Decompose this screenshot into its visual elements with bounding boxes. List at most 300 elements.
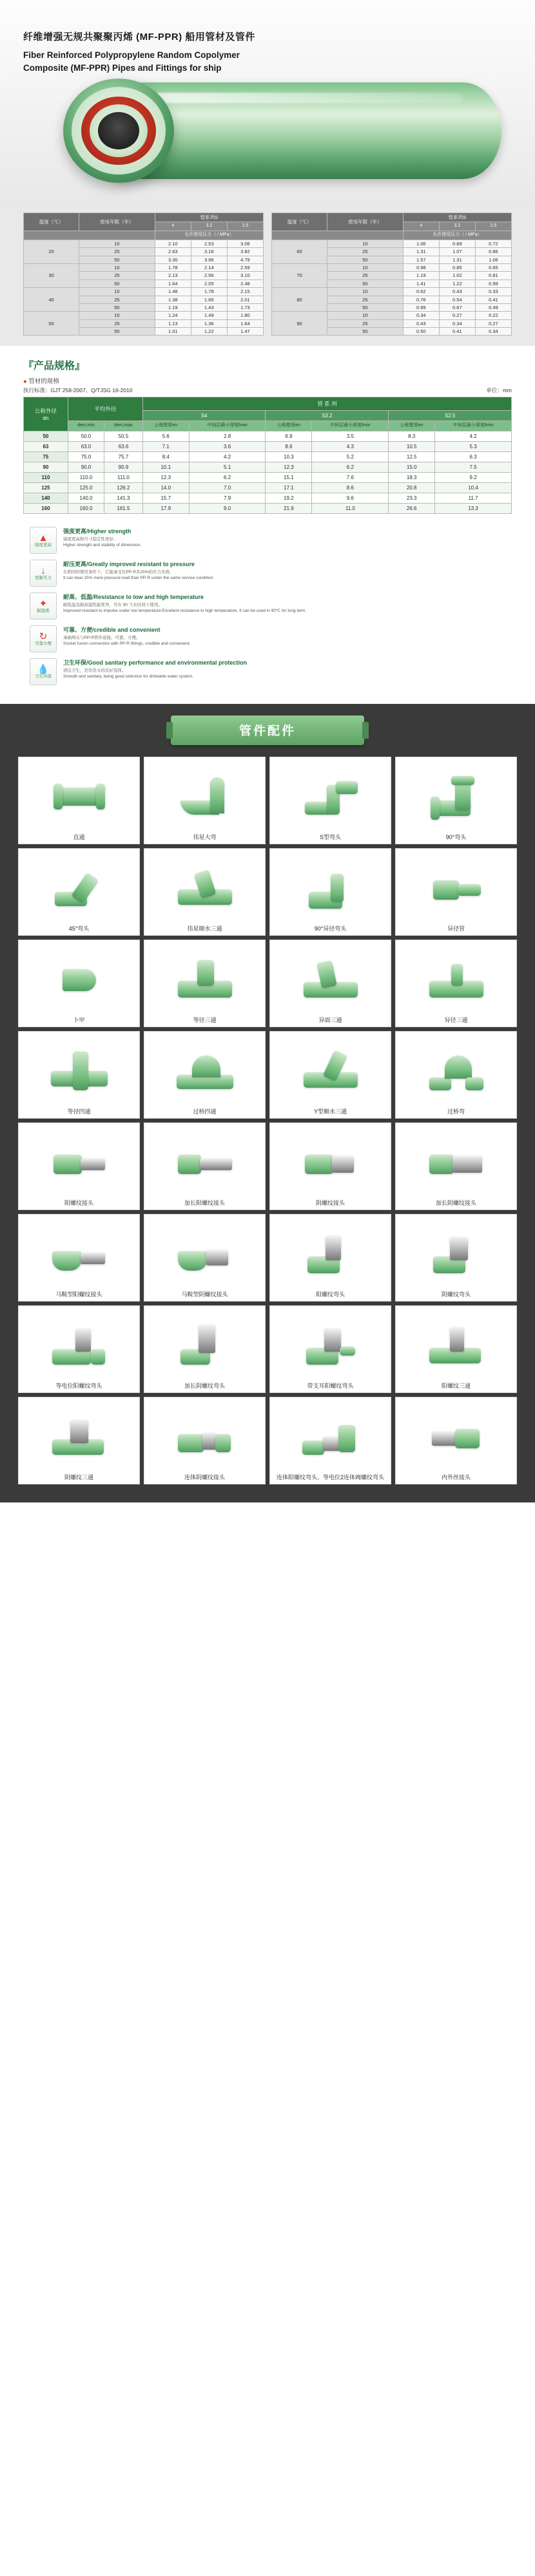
feature-item-1 [30,560,505,587]
fitting-shape-s-bend [300,772,362,820]
fitting-image [273,1037,388,1104]
fitting-label: 阳螺纹弯头 [315,1291,345,1298]
fitting-cell-4[interactable] [18,848,140,936]
fitting-shape-coupling [48,772,110,820]
fitting-image [21,1311,137,1379]
pressure-years: 25 [79,248,155,256]
spec-cell: 3.6 [189,441,266,451]
fitting-image [273,1403,388,1470]
fitting-label: 阳螺纹接头 [64,1199,93,1206]
fitting-image [21,1128,137,1196]
feature-title: 耐高、低温/Resistance to low and high temperature [63,593,204,600]
fitting-shape-female-elbow [425,1229,487,1277]
fitting-cell-0[interactable] [18,757,140,844]
fitting-label: 加长阴螺纹接头 [435,1199,476,1206]
spec-cell: 8.6 [312,482,389,493]
spec-cell: 90.9 [104,462,143,472]
pressure-years: 25 [79,296,155,303]
fitting-image [273,854,388,922]
feature-text-en: Higher strength and stability of dimension. [63,543,142,548]
pressure-value: 0.62 [403,288,439,296]
pressure-value: 0.41 [439,328,475,336]
spec-cell: 160 [24,503,68,513]
fitting-shape-tee-reduce [425,955,487,1003]
pressure-value: 1.57 [403,256,439,263]
fitting-cell-10[interactable] [269,940,391,1027]
specification-section [0,346,535,520]
spec-cell: 141.3 [104,493,143,503]
spec-cell: 12.3 [142,472,189,482]
fitting-cell-25[interactable] [144,1305,266,1393]
spec-cell: 9.2 [435,472,512,482]
spec-cell: 63.0 [68,441,104,451]
fitting-label: 连体阳螺纹弯头、等电位2连体阀螺纹弯头 [276,1473,384,1481]
feature-text-en: Smooth and sanitary, being good selection for drinkable water system. [63,674,193,679]
spec-cell: 17.1 [266,482,312,493]
ph-col-2: 2.5 [227,222,263,231]
ph-group: 管系列S [403,213,511,222]
spec-cell: 50.0 [68,431,104,441]
spec-cell: 160.0 [68,503,104,513]
fittings-grid [18,757,517,1484]
fitting-cell-26[interactable] [269,1305,391,1393]
spec-h-dmax: dem,max [104,421,143,431]
feature-text-en: Improved resistant to impulse under low temperature;Excellent resistance to high temperature. It can be used in 90℃ for long term. [63,609,307,614]
spec-unit: 单位：mm [486,387,512,394]
spec-cell: 10.1 [142,462,189,472]
spec-cell: 4.2 [189,451,266,462]
spec-cell: 26.6 [389,503,435,513]
pressure-years: 10 [327,240,403,247]
fitting-label: 阴螺纹弯头 [441,1291,471,1298]
spec-cell: 17.9 [142,503,189,513]
pressure-value: 2.48 [227,279,263,287]
fitting-cell-28[interactable] [18,1397,140,1484]
hero-title-english [23,49,255,75]
fitting-cell-3[interactable] [395,757,517,844]
spec-cell: 7.1 [142,441,189,451]
fitting-label: 45°弯头 [68,925,90,932]
feature-text-en: It can bear 25% more pressure load than PP-R under the same service condition. [63,576,215,581]
spec-cell: 75 [24,451,68,462]
table-row [24,493,512,503]
pressure-years: 10 [327,312,403,319]
pressure-years: 25 [327,296,403,303]
pressure-value: 1.38 [155,296,191,303]
spec-cell: 161.5 [104,503,143,513]
spec-h-group: 管 系 列 [142,397,511,411]
feature-text-cn: 在相同的使用条件下，它能承受比PP-R多25%的压力负荷。 [63,569,174,574]
feature-icon-2 [30,592,57,620]
pressure-years: 10 [79,288,155,296]
feature-icon-3 [30,625,57,652]
pressure-value: 0.41 [475,296,511,303]
fitting-shape-in-out-thread [425,1412,487,1460]
spec-subcol-3: 中间层最小厚度fmin [312,421,389,431]
fitting-cell-11[interactable] [395,940,517,1027]
pressure-years: 50 [79,303,155,311]
ph-col-1: 3.2 [439,222,475,231]
pressure-table-right [271,213,512,336]
pressure-value: 0.81 [475,272,511,279]
spec-cell: 4.3 [312,441,389,451]
feature-title: 耐压更高/Greatly improved resistant to pressure [63,560,195,567]
spec-cell: 7.9 [189,493,266,503]
pressure-value: 1.49 [191,312,227,319]
spec-cell: 9.6 [312,493,389,503]
pressure-value: 1.64 [227,319,263,327]
spec-cell: 6.9 [266,431,312,441]
feature-item-4 [30,658,505,685]
fitting-cell-18[interactable] [269,1122,391,1210]
spec-cell: 4.2 [435,431,512,441]
pressure-value: 1.06 [403,240,439,247]
fitting-label: 内外丝接头 [441,1473,471,1481]
spec-series-2: S2.5 [389,411,512,421]
pressure-value: 1.31 [403,248,439,256]
spec-cell: 15.0 [389,462,435,472]
fitting-label: Y型顺水三通 [313,1108,347,1115]
pressure-value: 1.48 [155,288,191,296]
pressure-years: 50 [327,279,403,287]
spec-cell: 6.3 [435,451,512,462]
fitting-cell-5[interactable] [144,848,266,936]
fitting-shape-saddle-female [174,1229,236,1277]
pressure-years: 25 [327,319,403,327]
fitting-image [273,1128,388,1196]
fitting-shape-cross [48,1046,110,1094]
ph-col-0: 4 [155,222,191,231]
spec-cell: 63.6 [104,441,143,451]
spec-cell: 5.2 [312,451,389,462]
pressure-temp: 40 [24,288,79,312]
fitting-label: 卜甲 [73,1016,85,1023]
spec-cell: 140 [24,493,68,503]
spec-cell: 7.5 [435,462,512,472]
spec-cell: 15.1 [266,472,312,482]
fitting-shape-y-tee [300,1046,362,1094]
pressure-value: 2.01 [227,296,263,303]
feature-item-3 [30,625,505,652]
fitting-cell-20[interactable] [18,1214,140,1302]
pressure-value: 3.06 [227,240,263,247]
spec-cell: 23.3 [389,493,435,503]
fitting-cell-23[interactable] [395,1214,517,1302]
pressure-value: 1.22 [191,328,227,336]
pressure-value: 0.34 [475,328,511,336]
pressure-row [24,288,264,296]
pressure-value: 3.10 [227,272,263,279]
pressure-value: 0.27 [475,319,511,327]
spec-cell: 125.0 [68,482,104,493]
feature-icon-label: 强度更高 [35,542,52,547]
table-row [24,472,512,482]
pressure-temp: 80 [272,288,327,312]
spec-cell: 75.0 [68,451,104,462]
pressure-value: 1.01 [155,328,191,336]
spec-cell: 90 [24,462,68,472]
spec-cell: 15.7 [142,493,189,503]
fitting-shape-cross-bridge [174,1046,236,1094]
pressure-row [272,288,512,296]
pressure-value: 0.99 [475,279,511,287]
pressure-value: 0.27 [439,312,475,319]
pressure-value: 1.24 [155,312,191,319]
pressure-value: 1.43 [191,303,227,311]
spec-heading: 『产品规格』 [23,361,86,372]
fitting-label: 连体阴螺纹接头 [184,1473,225,1481]
spec-cell: 18.3 [389,472,435,482]
spec-cell: 110.0 [68,472,104,482]
feature-glyph-icon: ✦ [39,598,48,609]
pressure-value: 0.34 [403,312,439,319]
fitting-shape-elbow90 [425,772,487,820]
pressure-row [24,240,264,247]
pressure-table-left [23,213,264,336]
fitting-image [147,1037,262,1104]
fitting-cell-31[interactable] [395,1397,517,1484]
spec-cell: 12.3 [266,462,312,472]
pressure-value: 0.43 [439,288,475,296]
spec-cell: 8.3 [389,431,435,441]
fitting-image [21,1403,137,1470]
pressure-value: 3.30 [155,256,191,263]
spec-subheading-label: 管材的规格 [28,378,59,386]
pressure-value: 0.85 [439,264,475,272]
fitting-shape-bend-long [174,772,236,820]
fitting-cell-29[interactable] [144,1397,266,1484]
spec-cell: 111.0 [104,472,143,482]
fitting-label: 异面三通 [318,1016,342,1023]
fitting-image [398,1311,514,1379]
fitting-image [398,1128,514,1196]
pressure-value: 1.64 [155,279,191,287]
pressure-value: 3.96 [191,256,227,263]
feature-text-cn: 耐低温及耐高温性能优异，可在 90 ℃长时间下使用。 [63,602,162,607]
spec-h-dmin: dem,min [68,421,104,431]
fitting-shape-male-tee [425,1321,487,1368]
feature-icon-label: 更耐压力 [35,575,52,580]
fitting-cell-21[interactable] [144,1214,266,1302]
pressure-temp: 30 [24,264,79,288]
pressure-value: 0.86 [475,248,511,256]
fitting-shape-elbow45 [48,864,110,911]
fitting-image [21,1220,137,1287]
fitting-image [398,1403,514,1470]
pressure-years: 50 [79,279,155,287]
fitting-image [147,945,262,1013]
fitting-label: 马鞍型阴螺纹接头 [181,1291,228,1298]
spec-cell: 19.2 [266,493,312,503]
pipe-bore [98,112,139,149]
spec-cell: 50.5 [104,431,143,441]
fitting-shape-female-thread [300,1138,362,1186]
feature-text-cn: 承插焊在与PP-R管件连接，可靠、方便。 [63,635,141,640]
pressure-temp: 90 [272,312,327,336]
fitting-shape-male-elbow [300,1229,362,1277]
fitting-cell-24[interactable] [18,1305,140,1393]
fitting-cell-22[interactable] [269,1214,391,1302]
pressure-row [272,312,512,319]
fitting-shape-joined-male-elbow [300,1412,362,1460]
pressure-years: 50 [327,256,403,263]
pressure-value: 1.78 [191,288,227,296]
spec-cell: 75.7 [104,451,143,462]
spec-subcol-0: 公称壁厚en [142,421,189,431]
pressure-temp: 60 [272,240,327,263]
pressure-years: 10 [79,264,155,272]
fitting-label: 加长阳螺纹接头 [184,1199,225,1206]
fitting-cell-16[interactable] [18,1122,140,1210]
pressure-value: 0.49 [475,303,511,311]
fitting-cell-7[interactable] [395,848,517,936]
fitting-image [273,1311,388,1379]
fitting-image [147,1403,262,1470]
fitting-label: 过桥弯 [447,1108,465,1115]
table-row [24,482,512,493]
table-row [24,462,512,472]
spec-subcol-2: 公称壁厚en [266,421,312,431]
ph-col-0: 4 [403,222,439,231]
hero-section [0,0,535,206]
fitting-label: S型弯头 [319,833,341,840]
spec-cell: 14.0 [142,482,189,493]
fitting-cell-27[interactable] [395,1305,517,1393]
fitting-image [21,854,137,922]
fitting-image [273,945,388,1013]
fitting-cell-6[interactable] [269,848,391,936]
spec-cell: 10.4 [435,482,512,493]
pressure-value: 1.02 [439,272,475,279]
pressure-value: 0.33 [475,288,511,296]
spec-cell: 10.3 [266,451,312,462]
fitting-cell-17[interactable] [144,1122,266,1210]
fitting-cell-2[interactable] [269,757,391,844]
pressure-value: 3.82 [227,248,263,256]
fitting-label: 伟星顺水三通 [187,925,222,932]
ph-temp: 温度（℃） [24,213,79,231]
table-row [24,431,512,441]
feature-text-cn: 清洁卫生，是饮用水的良好选择。 [63,668,126,673]
feature-glyph-icon: ↻ [39,630,48,642]
fitting-cell-9[interactable] [144,940,266,1027]
pipe-cross-section [63,79,174,183]
spec-cell: 110 [24,472,68,482]
fitting-label: 伟星大弯 [193,833,217,840]
feature-body-4 [63,658,505,680]
fitting-image [21,762,137,830]
fitting-shape-saddle-male [48,1229,110,1277]
pressure-value: 2.15 [227,288,263,296]
fitting-label: 90°弯头 [445,833,467,840]
fitting-label: 直通 [73,833,85,840]
fitting-image [273,1220,388,1287]
pressure-value: 1.47 [227,328,263,336]
spec-cell: 8.6 [266,441,312,451]
fitting-cell-30[interactable] [269,1397,391,1484]
fitting-cell-12[interactable] [18,1031,140,1119]
feature-icon-4 [30,658,57,685]
hero-title-english-line1: Fiber Reinforced Polypropylene Random Copolymer [23,50,240,60]
fitting-cell-15[interactable] [395,1031,517,1119]
feature-body-0 [63,527,505,549]
fitting-shape-male-thread [48,1138,110,1186]
fitting-shape-tee [174,955,236,1003]
feature-glyph-icon: 💧 [37,663,50,675]
fitting-label: 异径三通 [444,1016,468,1023]
fitting-shape-reducer [425,864,487,911]
pressure-row [272,240,512,247]
feature-icon-label: 卫生环保 [35,674,52,679]
pressure-value: 1.41 [403,279,439,287]
feature-icon-0 [30,527,57,554]
feature-title: 可靠、方便/credible and convenient [63,626,160,633]
spec-cell: 6.2 [312,462,389,472]
fitting-shape-tee-offset [300,955,362,1003]
pressure-value: 0.50 [403,328,439,336]
pressure-years: 50 [327,328,403,336]
spec-cell: 126.2 [104,482,143,493]
spec-h-mean: 平均外径 [68,397,142,421]
spec-cell: 63 [24,441,68,451]
pressure-value: 1.78 [155,264,191,272]
fitting-image [147,762,262,830]
spec-series-0: S4 [142,411,266,421]
spec-subheading [23,376,512,385]
fitting-label: 等径四通 [67,1108,91,1115]
fitting-image [21,945,137,1013]
fitting-cell-1[interactable] [144,757,266,844]
fitting-cell-14[interactable] [269,1031,391,1119]
spec-subcol-4: 公称壁厚en [389,421,435,431]
spec-standard: 执行标准：GJT 258-2007、Q/TJSG 16-2010 [23,387,133,394]
pressure-value: 0.34 [439,319,475,327]
table-row [24,451,512,462]
features-section [0,520,535,704]
ph-note: 允许使用压力（ / MPa） [403,231,511,240]
fitting-cell-13[interactable] [144,1031,266,1119]
pressure-value: 0.98 [403,264,439,272]
feature-icon-label: 耐温度 [37,608,50,613]
fitting-image [21,1037,137,1104]
spec-cell: 12.5 [389,451,435,462]
spec-cell: 5.3 [435,441,512,451]
fitting-cell-8[interactable] [18,940,140,1027]
fitting-label: 等径三通 [193,1016,217,1023]
ph-years: 使用年限（年） [79,213,155,231]
spec-cell: 125 [24,482,68,493]
fitting-label: 90°异径弯头 [314,925,347,932]
pressure-tables-section [0,206,535,346]
feature-body-1 [63,560,505,582]
fitting-cell-19[interactable] [395,1122,517,1210]
pressure-row [24,264,264,272]
pressure-value: 0.43 [403,319,439,327]
pressure-value: 0.67 [439,303,475,311]
feature-item-0 [30,527,505,554]
pressure-value: 2.59 [227,264,263,272]
pressure-tables-grid [23,213,512,336]
spec-cell: 10.5 [389,441,435,451]
pressure-value: 1.19 [403,272,439,279]
ph-temp: 温度（℃） [272,213,327,231]
spec-cell: 5.6 [142,431,189,441]
pressure-years: 10 [327,264,403,272]
feature-text-en: Socket fusion connection with PP-R fittings, credible and convenient. [63,641,191,647]
hero-title-block [23,30,255,75]
pressure-value: 4.79 [227,256,263,263]
fitting-label: 过桥四通 [193,1108,217,1115]
